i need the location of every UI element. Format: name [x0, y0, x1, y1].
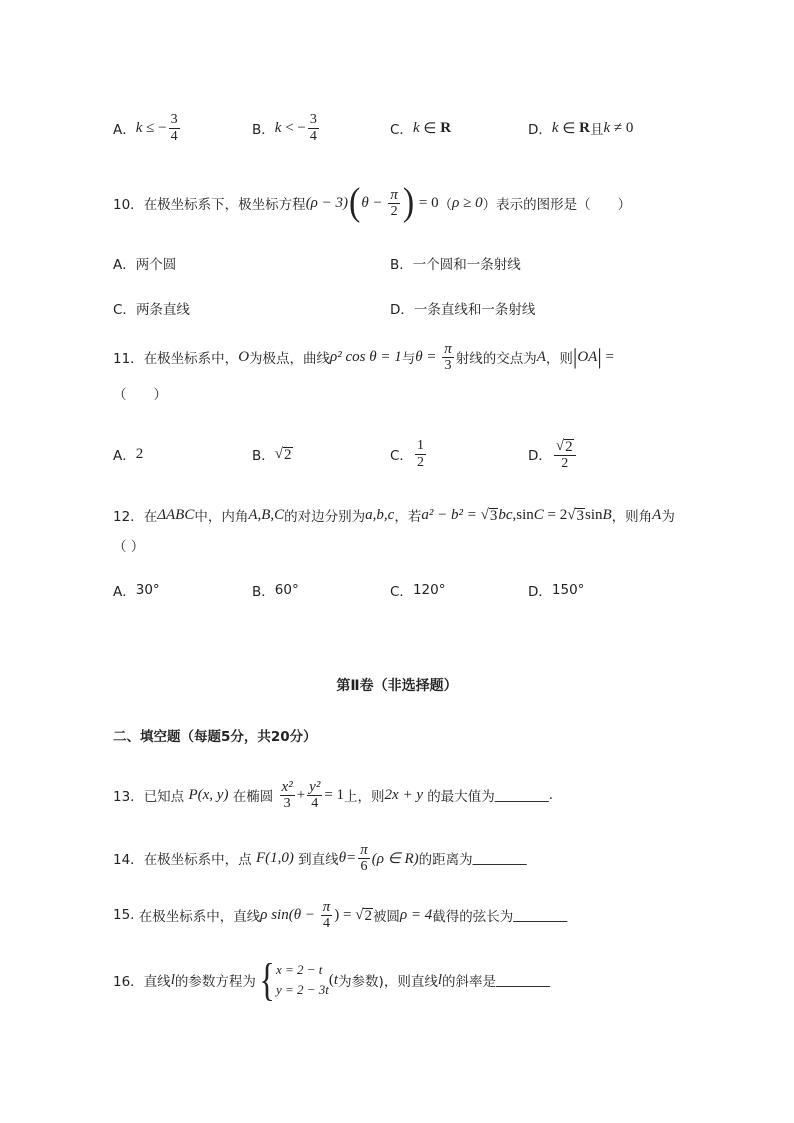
question-text: 为极点，曲线 — [249, 351, 331, 367]
question-text: 的对边分别为 — [284, 509, 366, 525]
option-label: D． — [528, 448, 552, 464]
condition: ρ ≥ 0 — [452, 194, 483, 211]
question-text: 在椭圆 — [228, 789, 278, 805]
pole-symbol: O — [238, 348, 250, 365]
option-label: C． — [113, 302, 136, 318]
question-text: ，则 — [545, 351, 573, 367]
question-number: 14． — [113, 852, 144, 868]
option-fraction — [169, 112, 180, 145]
question-11 — [113, 337, 614, 377]
fraction-numerator: π — [322, 898, 331, 915]
q11-option-b — [252, 434, 293, 474]
big-left-paren: ( — [349, 181, 361, 224]
answer-blank: ________ — [494, 787, 549, 803]
q10-option-d — [390, 288, 535, 328]
fraction-numerator: y² — [309, 778, 321, 795]
sqrt-3 — [481, 506, 499, 524]
sin-function: sin — [584, 506, 603, 523]
part-2-title: 第Ⅱ卷（非选择题） — [336, 678, 458, 694]
option-label: D． — [528, 122, 552, 138]
option-label: B． — [252, 122, 275, 138]
question-text: 表示的图形是（ ） — [496, 197, 632, 213]
fraction-pi-over-2 — [388, 187, 400, 220]
answer-paren: （ ） — [113, 387, 167, 403]
radicand: 3 — [489, 508, 498, 524]
equation-equals: = 2 — [543, 506, 568, 523]
option-relation: ∈ — [558, 120, 580, 137]
condition-close: ） — [482, 197, 497, 213]
question-text: 在 — [143, 509, 158, 525]
side-names: a,b,c — [365, 506, 395, 523]
math-equals: = — [601, 348, 614, 365]
option-fraction — [308, 112, 319, 145]
question-number: 12． — [113, 509, 144, 525]
option-label: B． — [252, 448, 275, 464]
curve-equation: ρ² cos θ = 1 — [330, 348, 402, 365]
triangle-symbol: ΔABC — [157, 506, 195, 523]
option-variable: k — [551, 119, 559, 136]
option-variable: k — [412, 119, 420, 136]
fraction-numerator: π — [444, 340, 452, 357]
question-text: 上，则 — [344, 789, 385, 805]
answer-paren: （ ） — [113, 539, 145, 555]
plus-sign: + — [296, 786, 306, 803]
fraction-denominator: 6 — [360, 858, 368, 874]
q9-option-a — [113, 108, 182, 148]
fraction-numerator: π — [360, 841, 368, 858]
question-text: 为 — [661, 509, 675, 525]
q12-option-d — [528, 570, 584, 610]
question-11-answer-paren — [113, 373, 167, 413]
point-symbol: A — [536, 348, 546, 365]
option-label: A． — [113, 257, 136, 273]
math-factor: (ρ − 3) — [305, 194, 348, 211]
question-10 — [113, 183, 631, 223]
ray-equation: θ = — [415, 348, 441, 365]
option-label: C． — [390, 584, 413, 600]
question-number: 11． — [113, 351, 144, 367]
option-relation: ∈ — [419, 120, 441, 137]
fraction-denominator: 4 — [322, 915, 330, 931]
fraction-x2-over-3 — [280, 779, 295, 812]
fraction-denominator: 4 — [311, 795, 319, 811]
question-text: 中，内角 — [194, 509, 249, 525]
radicand: 2 — [284, 447, 292, 463]
question-text: ，则直线 — [383, 974, 438, 990]
parametric-equation-x: x = 2 − t — [275, 962, 323, 977]
question-text: 在极坐标系中， — [143, 351, 239, 367]
option-label: D． — [390, 302, 414, 318]
fraction-pi-over-4 — [321, 899, 333, 932]
option-text: 一个圆和一条射线 — [412, 257, 521, 273]
big-right-paren: ) — [402, 181, 415, 224]
question-text: 在极坐标系中，点 — [143, 852, 256, 868]
math-equals: = 0 — [415, 194, 439, 211]
q9-option-b — [252, 108, 321, 148]
question-14 — [113, 838, 527, 878]
q10-option-a — [113, 243, 176, 283]
question-16 — [113, 954, 551, 1005]
question-text: 在极坐标系中，直线 — [138, 909, 261, 925]
radicand: 2 — [565, 438, 573, 455]
option-variable: k — [135, 119, 143, 136]
radical-sign: √ — [355, 907, 364, 923]
fraction-pi-over-6 — [358, 842, 370, 875]
option-text: 30° — [135, 582, 160, 598]
line-symbol: l — [170, 971, 175, 988]
option-text: 150° — [551, 582, 585, 598]
answer-blank: ________ — [513, 907, 568, 923]
q10-option-b — [390, 243, 521, 283]
option-label: A． — [113, 448, 136, 464]
question-text: 已知点 — [143, 789, 189, 805]
fraction-denominator: 2 — [416, 454, 424, 470]
fraction-numerator: 1 — [416, 437, 424, 453]
question-text: 到直线 — [293, 852, 339, 868]
answer-blank: ________ — [496, 972, 551, 988]
angle-b: B — [602, 506, 612, 523]
q9-option-c — [390, 108, 451, 148]
sqrt-3 — [567, 506, 585, 524]
question-text: 射线的交点为 — [455, 351, 537, 367]
angle-c: C — [533, 506, 544, 523]
question-text: 被圆 — [372, 909, 400, 925]
question-text: ，则角 — [611, 509, 653, 525]
sentence-end: . — [548, 787, 554, 803]
q11-option-a — [113, 434, 143, 474]
target-expression: 2x + y — [384, 786, 423, 803]
answer-blank: ________ — [472, 850, 527, 866]
q12-option-a — [113, 570, 160, 610]
question-number: 13． — [113, 789, 144, 805]
question-number: 10． — [113, 197, 144, 213]
option-relation: ≤ − — [142, 119, 167, 136]
question-text: 的距离为 — [418, 852, 473, 868]
radical-sign: √ — [567, 507, 576, 523]
question-text: 截得的弦长为 — [432, 909, 514, 925]
fraction-denominator: 4 — [309, 128, 317, 144]
option-label: A． — [113, 122, 136, 138]
question-number: 16． — [113, 974, 144, 990]
equation-equals: = 1 — [324, 786, 345, 803]
fraction-pi-over-3 — [442, 341, 454, 374]
question-text: 的最大值为 — [422, 789, 495, 805]
fraction-numerator: 3 — [309, 111, 317, 127]
angle-a: A — [652, 506, 662, 523]
abs-bar-right: | — [597, 344, 602, 369]
question-text: 与 — [401, 351, 416, 367]
circle-equation: ρ = 4 — [399, 906, 433, 923]
option-text: 两个圆 — [135, 257, 177, 273]
option-label: B． — [252, 584, 275, 600]
line-equation: θ= — [338, 849, 357, 866]
equation-term: bc — [498, 506, 513, 523]
q12-option-c — [390, 570, 445, 610]
line-condition: (ρ ∈ R) — [371, 850, 419, 867]
section-heading-text: 二、填空题（每题5分，共20分） — [113, 729, 317, 745]
question-text: 的斜率是 — [442, 974, 497, 990]
param-open-paren: ( — [328, 971, 334, 988]
option-conjunction: 且 — [590, 122, 604, 138]
option-label: D． — [528, 584, 552, 600]
question-text: 直线 — [143, 974, 171, 990]
option-relation: < − — [281, 119, 306, 136]
param-text: 为参数) — [338, 974, 384, 990]
option-relation-2: ≠ 0 — [610, 119, 634, 136]
option-text: 120° — [412, 582, 446, 598]
option-label: C． — [390, 122, 413, 138]
section-heading — [113, 715, 317, 755]
sqrt-2 — [355, 906, 373, 924]
fraction-numerator: x² — [281, 778, 293, 795]
left-brace: { — [259, 954, 275, 1005]
line-equation-close: ) = — [334, 906, 356, 923]
radical-sign: √ — [480, 507, 489, 523]
question-text: ，若 — [394, 509, 422, 525]
option-set: R — [579, 119, 590, 136]
parametric-equation-y: y = 2 − 3t — [275, 982, 329, 997]
angle-names: A,B,C — [248, 506, 285, 523]
question-12-answer-paren — [113, 525, 144, 565]
option-set: R — [440, 119, 452, 136]
fraction-numerator: π — [390, 186, 398, 203]
condition-open: （ — [438, 197, 453, 213]
fraction-numerator: 3 — [170, 111, 178, 127]
fraction-y2-over-4 — [307, 779, 322, 812]
point-expression: F(1,0) — [255, 849, 294, 866]
fraction-denominator: 4 — [170, 128, 178, 144]
fraction-denominator: 3 — [444, 357, 452, 373]
option-value: 2 — [135, 445, 144, 462]
q11-option-d — [528, 434, 578, 474]
abs-bar-left: | — [572, 344, 578, 369]
equation-lhs: a² − b² = — [421, 506, 481, 523]
param-symbol: t — [333, 971, 339, 988]
question-text: 在极坐标系下，极坐标方程 — [143, 197, 306, 213]
abs-content: OA — [577, 348, 598, 365]
numerator-sqrt — [556, 437, 574, 455]
option-label: B． — [390, 257, 413, 273]
question-text: 的参数方程为 — [174, 974, 256, 990]
option-variable: k — [274, 119, 282, 136]
radicand: 3 — [576, 508, 584, 524]
line-equation: ρ sin(θ − — [260, 906, 319, 923]
math-expression: θ − — [361, 194, 387, 211]
radicand: 2 — [364, 908, 372, 924]
option-text: 一条直线和一条射线 — [413, 302, 536, 318]
sin-function: ,sin — [512, 506, 534, 523]
q9-option-d — [528, 108, 633, 148]
q12-option-b — [252, 570, 299, 610]
option-fraction — [415, 438, 426, 471]
point-expression: P(x, y) — [188, 786, 229, 803]
q10-option-c — [113, 288, 190, 328]
radical-sign: √ — [555, 437, 565, 454]
option-text: 60° — [274, 582, 299, 598]
q11-option-c — [390, 434, 428, 474]
question-13 — [113, 775, 553, 815]
fraction-denominator: 2 — [561, 455, 569, 471]
fraction-denominator: 2 — [390, 203, 398, 219]
option-fraction — [554, 437, 576, 472]
parametric-equations — [276, 960, 329, 1000]
option-text: 两条直线 — [135, 302, 190, 318]
question-number: 15. — [113, 907, 139, 923]
option-label: C． — [390, 448, 413, 464]
question-15 — [113, 895, 567, 935]
option-sqrt — [275, 445, 293, 463]
fraction-numerator — [554, 437, 576, 456]
option-variable-2: k — [603, 119, 611, 136]
option-label: A． — [113, 584, 136, 600]
radical-sign: √ — [274, 446, 283, 462]
question-12 — [113, 495, 675, 535]
line-symbol: l — [437, 971, 443, 988]
fraction-denominator: 3 — [283, 795, 291, 811]
